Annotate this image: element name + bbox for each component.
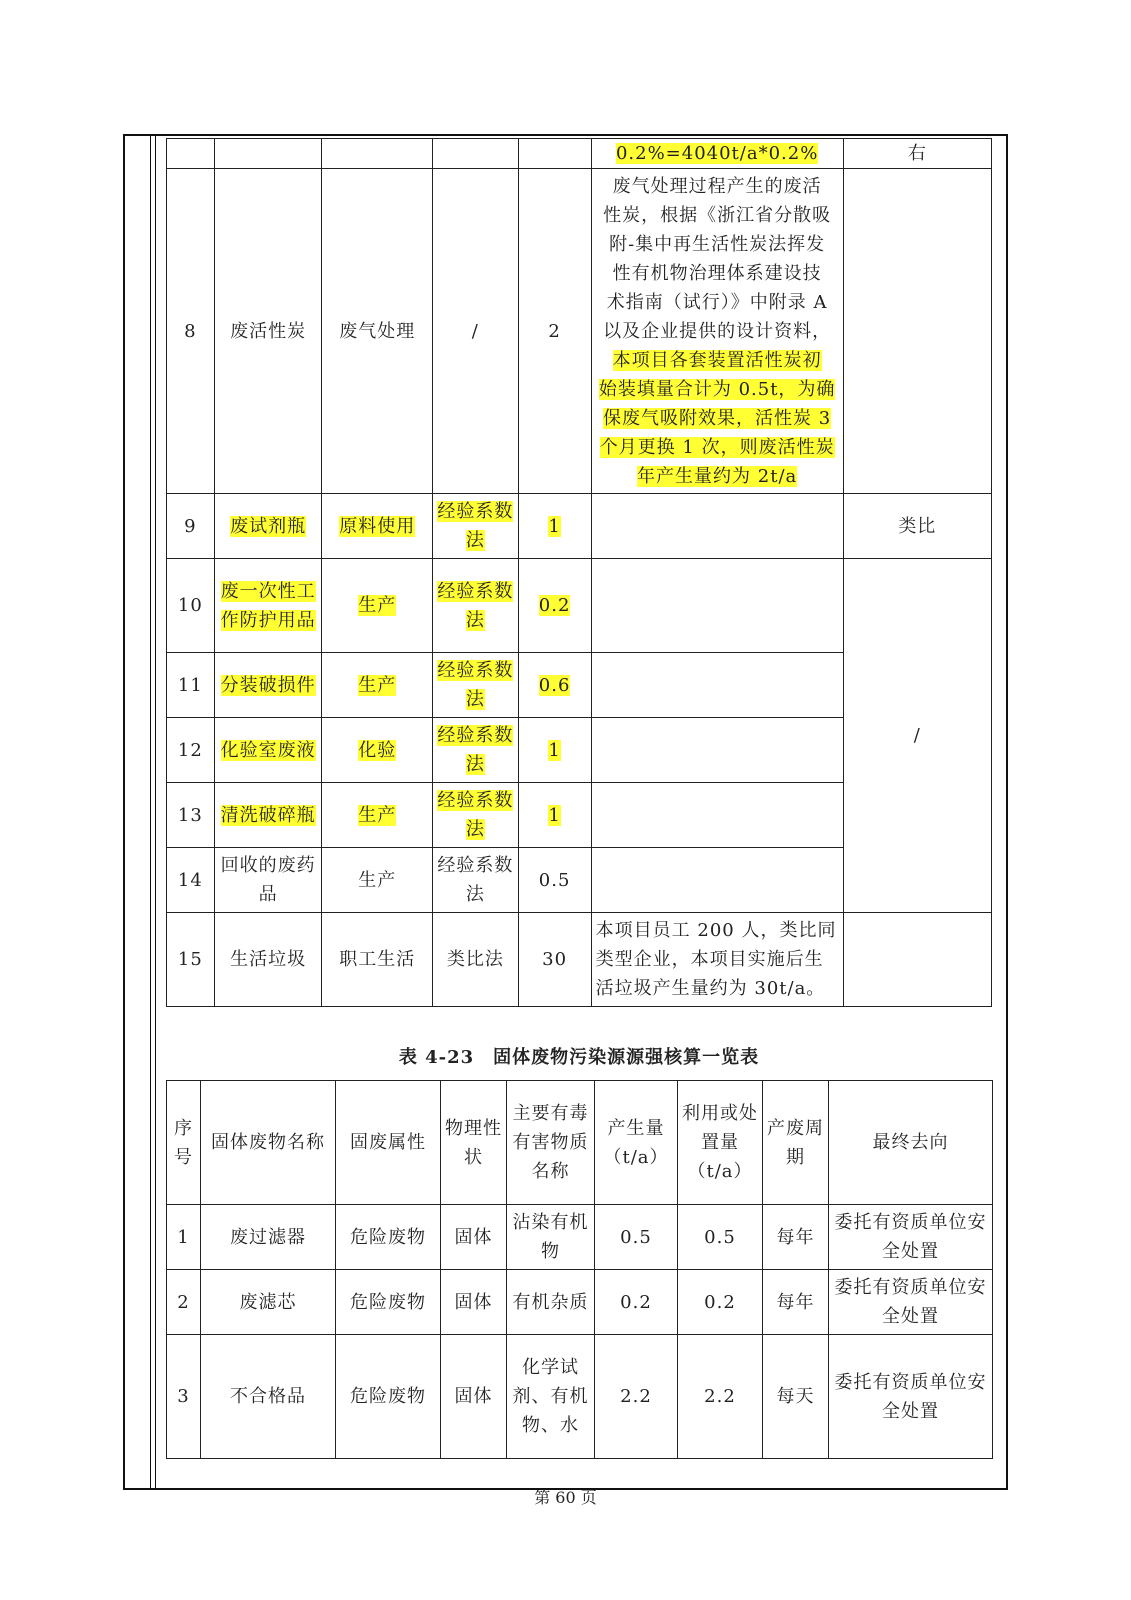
solid-waste-table [166,1080,993,1459]
table-row: 3 不合格品 危险废物 固体 化学试剂、有机物、水 2.2 2.2 每天 委托有资质单位安全处置 [167,1335,993,1459]
basis-cell: 本项目员工 200 人，类比同类型企业，本项目实施后生活垃圾产生量约为 30t/a。 [591,913,843,1007]
waste-calc-table [166,138,992,1007]
table-header-row: 序号 固体废物名称 固废属性 物理性状 主要有毒有害物质名称 产生量（t/a） 利用或处置量（t/a） 产废周期 最终去向 [167,1081,993,1205]
table-row: 1 废过滤器 危险废物 固体 沾染有机物 0.5 0.5 每年 委托有资质单位安全处置 [167,1205,993,1270]
table-caption: 表 4-23 固体废物污染源源强核算一览表 [398,1047,760,1068]
basis-cell: 0.2%=4040t/a*0.2% [591,139,843,169]
remark-cell: 右 [843,139,991,169]
basis-cell: 废气处理过程产生的废活 性炭，根据《浙江省分散吸 附-集中再生活性炭法挥发 性有机物治理体系建设技 术指南（试行）》中附录 A 以及企业提供的设计资料， 本项目各套装置活性炭初 始装填量合计为 0.5t，为确 保废气吸附效果，活性炭 3 个月更换 1 次，则废活性炭 年产生量约为 2t/a [591,169,843,494]
frame-rule [150,134,151,1490]
table-row: 14 回收的废药品 生产 经验系数法 0.5 [167,848,992,913]
table-row: 8 废活性炭 废气处理 / 2 废气处理过程产生的废活 性炭，根据《浙江省分散吸 附-集中再生活性炭法挥发 性有机物治理体系建设技 术指南（试行）》中附录 A 以及企业提供的设计资料， 本项目各套装置活性炭初 始装填量合计为 0.5t，为确 保废气吸附效果，活性炭 3 个月更换 1 次，则废活性炭 年产生量约为 2t/a [167,169,992,494]
table-row: 15 生活垃圾 职工生活 类比法 30 本项目员工 200 人，类比同类型企业，本项目实施后生活垃圾产生量约为 30t/a。 [167,913,992,1007]
table-row: 11 分装破损件 生产 经验系数法 0.6 [167,653,992,718]
table-row: 12 化验室废液 化验 经验系数法 1 [167,718,992,783]
page-number: 第 60 页 [534,1488,597,1507]
frame-rule [155,134,156,1490]
merged-remark-cell: / [843,559,991,913]
table-row: 10 废一次性工作防护用品 生产 经验系数法 0.2 / [167,559,992,653]
table-row: 2 废滤芯 危险废物 固体 有机杂质 0.2 0.2 每年 委托有资质单位安全处置 [167,1270,993,1335]
table-row [167,139,992,169]
table-row: 13 清洗破碎瓶 生产 经验系数法 1 [167,783,992,848]
table-row: 9 废试剂瓶 原料使用 经验系数法 1 类比 [167,494,992,559]
